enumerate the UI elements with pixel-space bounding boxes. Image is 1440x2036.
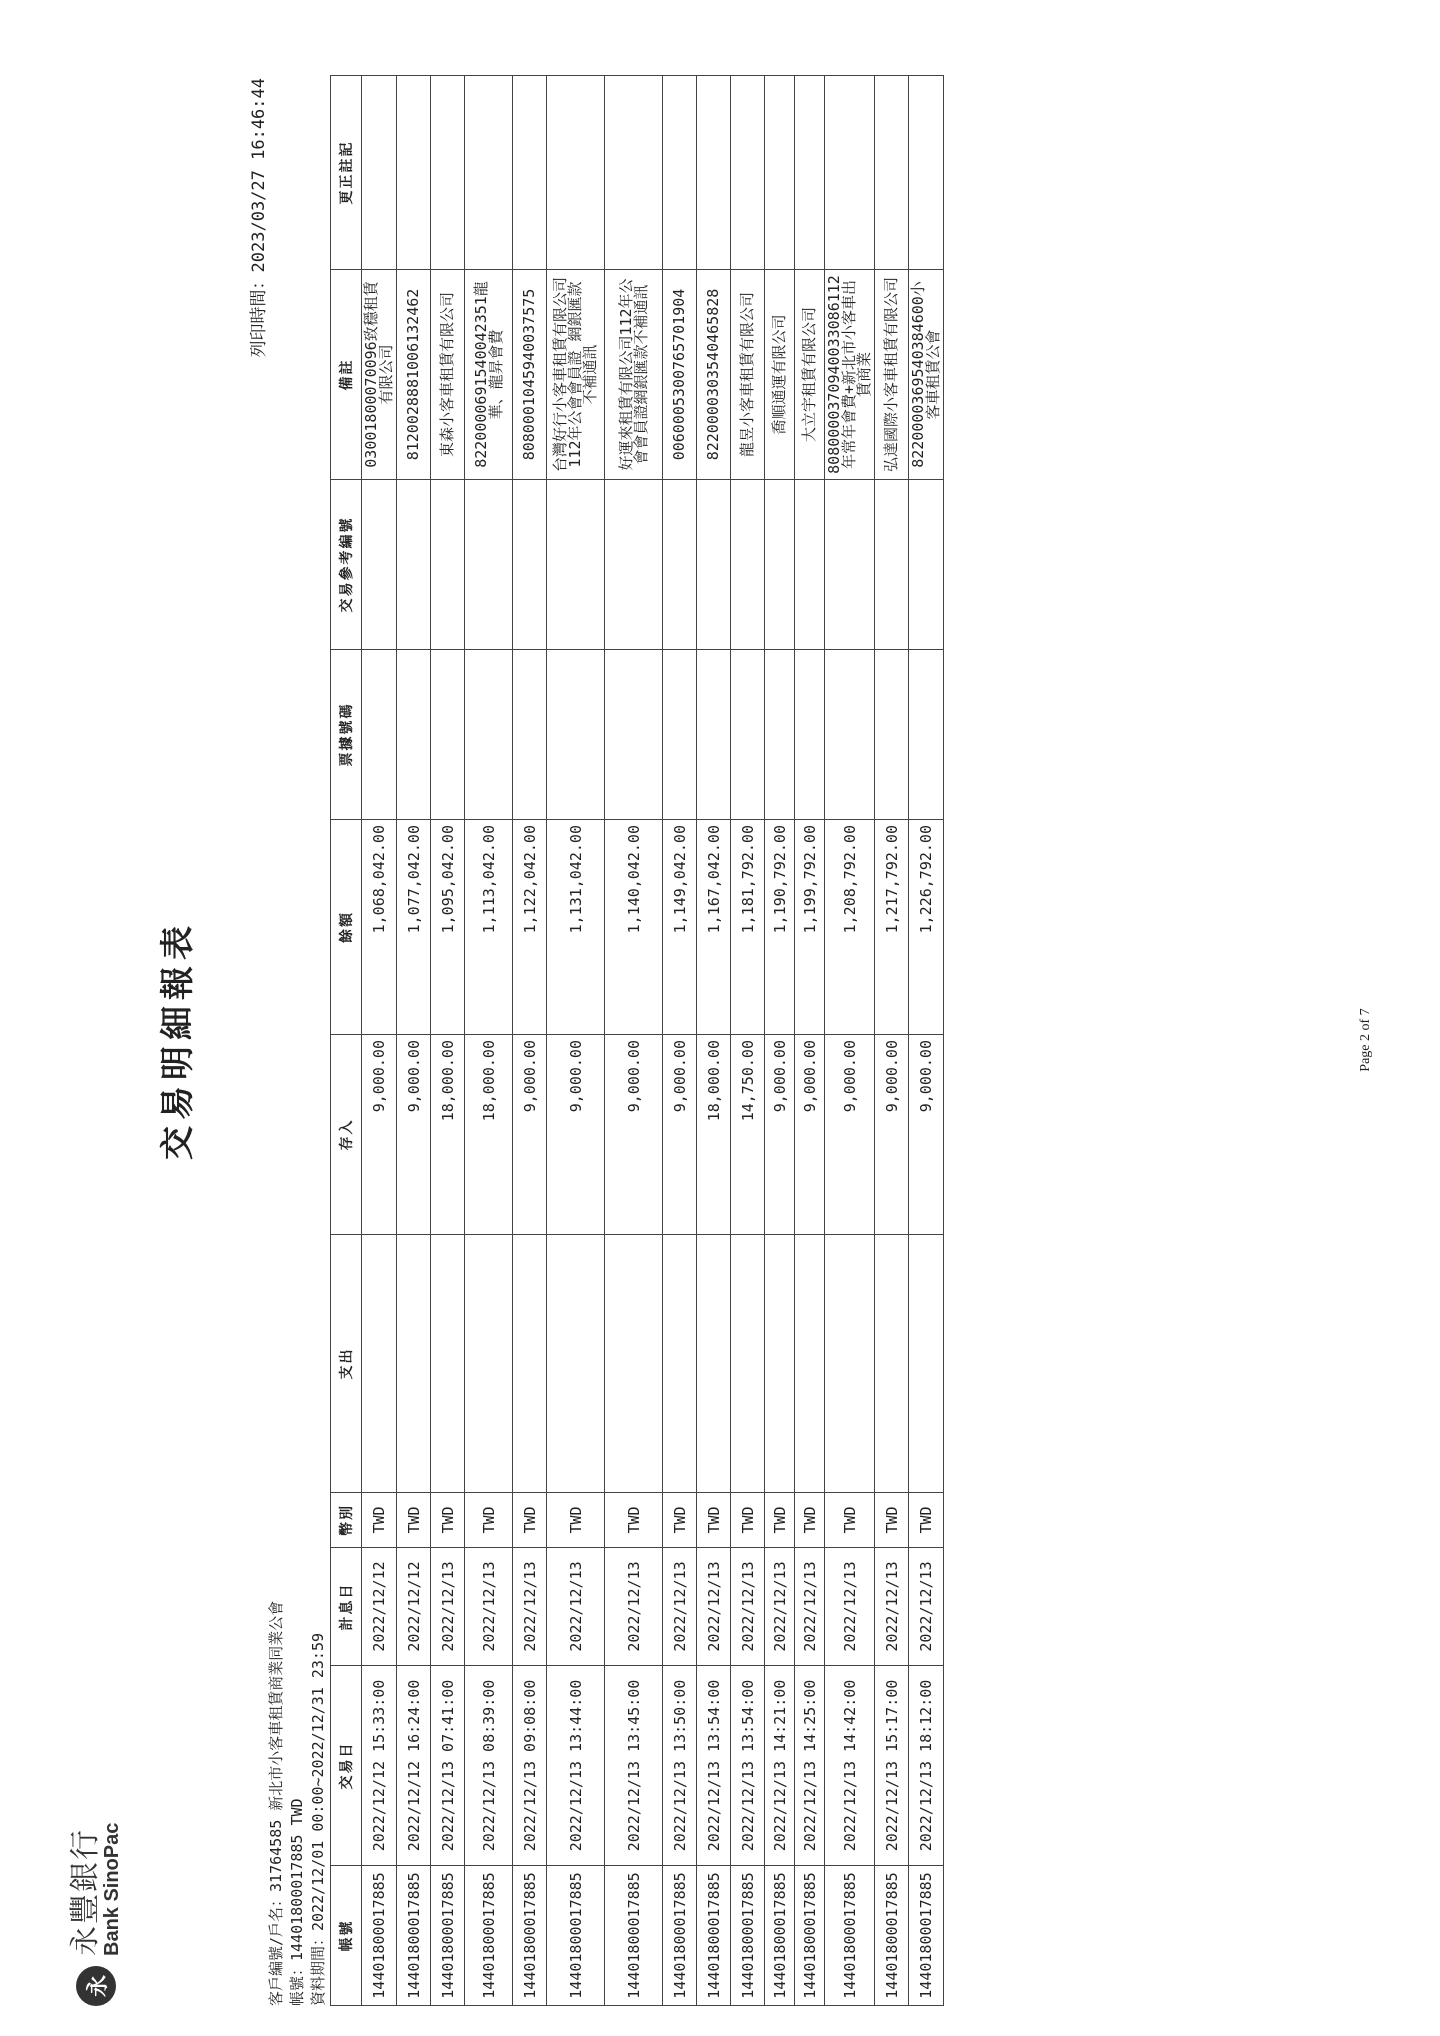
cell-remark: 台灣好行小客車租賃有限公司112年公會會員證 網銀匯款不補通訊 [547, 270, 605, 480]
cell-credit: 9,000.00 [909, 1035, 944, 1235]
cell-credit: 9,000.00 [547, 1035, 605, 1235]
cell-balance: 1,199,792.00 [795, 820, 825, 1035]
cell-remark: 東森小客車租賃有限公司 [431, 270, 465, 480]
cell-currency: TWD [765, 1493, 795, 1548]
cell-account: 14401800017885 [431, 1866, 465, 2006]
cell-value-date: 2022/12/13 [697, 1548, 731, 1666]
cell-ref [362, 480, 397, 650]
table-row [795, 76, 825, 2006]
cell-cheque [909, 650, 944, 820]
cell-account: 14401800017885 [875, 1866, 909, 2006]
cell-tx-date: 2022/12/13 13:50:00 [663, 1666, 697, 1866]
cell-ref [397, 480, 431, 650]
cell-currency: TWD [547, 1493, 605, 1548]
cell-cheque [362, 650, 397, 820]
cell-value-date: 2022/12/13 [909, 1548, 944, 1666]
cell-remark: 大立宇租賃有限公司 [795, 270, 825, 480]
report-meta [266, 1601, 329, 2006]
cell-cheque [825, 650, 875, 820]
cell-remark: 00600053007657019​04 [663, 270, 697, 480]
cell-account: 14401800017885 [362, 1866, 397, 2006]
cell-tx-date: 2022/12/13 14:42:00 [825, 1666, 875, 1866]
cell-correction [513, 76, 547, 270]
cell-remark: 82200003695403846​00小客車租賃公會 [909, 270, 944, 480]
cell-currency: TWD [795, 1493, 825, 1548]
cell-account: 14401800017885 [795, 1866, 825, 2006]
bank-name-en: Bank SinoPac [100, 1822, 123, 1956]
header-balance: 餘額 [331, 820, 362, 1035]
cell-correction [909, 76, 944, 270]
cell-account: 14401800017885 [513, 1866, 547, 2006]
cell-cheque [605, 650, 663, 820]
cell-ref [825, 480, 875, 650]
table-row [397, 76, 431, 2006]
cell-cheque [731, 650, 765, 820]
header-cheque-no: 票據號碼 [331, 650, 362, 820]
table-row [875, 76, 909, 2006]
cell-remark: 8080000370940033086112年常年會費+新北市小客車出賃商業 [825, 270, 875, 480]
cell-account: 14401800017885 [465, 1866, 513, 2006]
cell-balance: 1,140,042.00 [605, 820, 663, 1035]
cell-credit: 9,000.00 [605, 1035, 663, 1235]
cell-balance: 1,068,042.00 [362, 820, 397, 1035]
cell-debit [795, 1235, 825, 1493]
cell-credit: 9,000.00 [795, 1035, 825, 1235]
cell-balance: 1,208,792.00 [825, 820, 875, 1035]
cell-credit: 18,000.00 [431, 1035, 465, 1235]
cell-correction [825, 76, 875, 270]
cell-remark: 好運來租賃有限公司112年公會會員證網銀匯款不補通訊 [605, 270, 663, 480]
header-remark: 備註 [331, 270, 362, 480]
header-credit: 存入 [331, 1035, 362, 1235]
cell-correction [431, 76, 465, 270]
cell-credit: 9,000.00 [825, 1035, 875, 1235]
cell-tx-date: 2022/12/13 09:08:00 [513, 1666, 547, 1866]
cell-ref [795, 480, 825, 650]
cell-debit [513, 1235, 547, 1493]
cell-currency: TWD [397, 1493, 431, 1548]
header-ref-no: 交易參考編號 [331, 480, 362, 650]
cell-credit: 9,000.00 [875, 1035, 909, 1235]
cell-remark: 龍昱小客車租賃有限公司 [731, 270, 765, 480]
cell-credit: 9,000.00 [513, 1035, 547, 1235]
print-time: 列印時間：2023/03/27 16:46:44 [249, 78, 269, 358]
table-row [513, 76, 547, 2006]
header-correction: 更正註記 [331, 76, 362, 270]
cell-remark: 82200006915400423​51龍華、龍昇會費 [465, 270, 513, 480]
header-debit: 支出 [331, 1235, 362, 1493]
cell-correction [547, 76, 605, 270]
cell-remark: 80800010459400375​75 [513, 270, 547, 480]
table-row [362, 76, 397, 2006]
cell-account: 14401800017885 [825, 1866, 875, 2006]
cell-correction [397, 76, 431, 270]
cell-currency: TWD [465, 1493, 513, 1548]
cell-cheque [875, 650, 909, 820]
customer-line: 客戶編號/戶名：31764585 新北市小客車租賃商業同業公會 [267, 1600, 285, 2006]
cell-currency: TWD [431, 1493, 465, 1548]
cell-currency: TWD [909, 1493, 944, 1548]
cell-cheque [397, 650, 431, 820]
cell-currency: TWD [731, 1493, 765, 1548]
table-row [909, 76, 944, 2006]
cell-ref [875, 480, 909, 650]
cell-cheque [765, 650, 795, 820]
page-number: Page 2 of 7 [1358, 1008, 1373, 1072]
cell-tx-date: 2022/12/13 13:44:00 [547, 1666, 605, 1866]
transactions-table [330, 75, 944, 2006]
cell-credit: 9,000.00 [765, 1035, 795, 1235]
cell-correction [795, 76, 825, 270]
cell-value-date: 2022/12/13 [663, 1548, 697, 1666]
cell-balance: 1,167,042.00 [697, 820, 731, 1035]
cell-correction [362, 76, 397, 270]
cell-ref [765, 480, 795, 650]
cell-value-date: 2022/12/13 [513, 1548, 547, 1666]
cell-account: 14401800017885 [697, 1866, 731, 2006]
cell-remark: 0300180007009​6致穩租賃有限公司 [362, 270, 397, 480]
cell-ref [465, 480, 513, 650]
cell-currency: TWD [825, 1493, 875, 1548]
cell-correction [605, 76, 663, 270]
cell-debit [825, 1235, 875, 1493]
cell-tx-date: 2022/12/13 14:21:00 [765, 1666, 795, 1866]
cell-tx-date: 2022/12/13 13:54:00 [731, 1666, 765, 1866]
cell-credit: 18,000.00 [697, 1035, 731, 1235]
cell-debit [875, 1235, 909, 1493]
cell-ref [547, 480, 605, 650]
cell-currency: TWD [697, 1493, 731, 1548]
cell-cheque [431, 650, 465, 820]
cell-tx-date: 2022/12/13 18:12:00 [909, 1666, 944, 1866]
cell-account: 14401800017885 [547, 1866, 605, 2006]
cell-tx-date: 2022/12/13 14:25:00 [795, 1666, 825, 1866]
cell-correction [875, 76, 909, 270]
cell-currency: TWD [605, 1493, 663, 1548]
cell-account: 14401800017885 [731, 1866, 765, 2006]
cell-ref [731, 480, 765, 650]
cell-value-date: 2022/12/13 [547, 1548, 605, 1666]
cell-value-date: 2022/12/13 [825, 1548, 875, 1666]
table-row [547, 76, 605, 2006]
cell-balance: 1,077,042.00 [397, 820, 431, 1035]
cell-cheque [795, 650, 825, 820]
header-value-date: 計息日 [331, 1548, 362, 1666]
table-row [431, 76, 465, 2006]
cell-cheque [513, 650, 547, 820]
cell-value-date: 2022/12/13 [731, 1548, 765, 1666]
bank-logo-icon: 永 [76, 1966, 116, 2006]
table-row [663, 76, 697, 2006]
cell-debit [465, 1235, 513, 1493]
table-row [825, 76, 875, 2006]
cell-currency: TWD [875, 1493, 909, 1548]
cell-tx-date: 2022/12/13 07:41:00 [431, 1666, 465, 1866]
cell-debit [362, 1235, 397, 1493]
cell-value-date: 2022/12/13 [605, 1548, 663, 1666]
cell-correction [465, 76, 513, 270]
cell-balance: 1,113,042.00 [465, 820, 513, 1035]
cell-remark: 81200288810061324​62 [397, 270, 431, 480]
header-account: 帳號 [331, 1866, 362, 2006]
cell-account: 14401800017885 [605, 1866, 663, 2006]
cell-value-date: 2022/12/13 [765, 1548, 795, 1666]
cell-balance: 1,217,792.00 [875, 820, 909, 1035]
cell-cheque [465, 650, 513, 820]
cell-debit [697, 1235, 731, 1493]
report-sheet [30, 60, 1390, 2020]
report-title: 交易明細報表 [158, 920, 198, 1160]
cell-value-date: 2022/12/13 [795, 1548, 825, 1666]
cell-debit [765, 1235, 795, 1493]
cell-value-date: 2022/12/12 [362, 1548, 397, 1666]
cell-balance: 1,181,792.00 [731, 820, 765, 1035]
cell-balance: 1,190,792.00 [765, 820, 795, 1035]
cell-balance: 1,122,042.00 [513, 820, 547, 1035]
cell-tx-date: 2022/12/13 13:45:00 [605, 1666, 663, 1866]
cell-correction [765, 76, 795, 270]
cell-cheque [697, 650, 731, 820]
cell-balance: 1,226,792.00 [909, 820, 944, 1035]
cell-currency: TWD [362, 1493, 397, 1548]
header-currency: 幣別 [331, 1493, 362, 1548]
table-row [731, 76, 765, 2006]
cell-remark: 82200003035404658​28 [697, 270, 731, 480]
cell-tx-date: 2022/12/12 16:24:00 [397, 1666, 431, 1866]
cell-cheque [547, 650, 605, 820]
cell-correction [697, 76, 731, 270]
cell-debit [431, 1235, 465, 1493]
cell-ref [697, 480, 731, 650]
cell-ref [513, 480, 547, 650]
cell-ref [909, 480, 944, 650]
cell-ref [663, 480, 697, 650]
cell-remark: 喬順通運有限公司 [765, 270, 795, 480]
cell-credit: 9,000.00 [362, 1035, 397, 1235]
cell-credit: 9,000.00 [397, 1035, 431, 1235]
cell-correction [731, 76, 765, 270]
cell-value-date: 2022/12/13 [431, 1548, 465, 1666]
cell-debit [397, 1235, 431, 1493]
table-row [697, 76, 731, 2006]
header-tx-date: 交易日 [331, 1666, 362, 1866]
bank-logo [70, 1823, 123, 2006]
table-row [605, 76, 663, 2006]
cell-credit: 14,750.00 [731, 1035, 765, 1235]
cell-value-date: 2022/12/13 [465, 1548, 513, 1666]
cell-balance: 1,095,042.00 [431, 820, 465, 1035]
cell-debit [909, 1235, 944, 1493]
cell-tx-date: 2022/12/12 15:33:00 [362, 1666, 397, 1866]
cell-account: 14401800017885 [397, 1866, 431, 2006]
cell-currency: TWD [513, 1493, 547, 1548]
cell-debit [731, 1235, 765, 1493]
cell-account: 14401800017885 [663, 1866, 697, 2006]
table-row [765, 76, 795, 2006]
cell-account: 14401800017885 [765, 1866, 795, 2006]
cell-ref [605, 480, 663, 650]
cell-credit: 18,000.00 [465, 1035, 513, 1235]
cell-balance: 1,149,042.00 [663, 820, 697, 1035]
account-line: 帳號：14401800017885 TWD [288, 1798, 306, 2006]
cell-value-date: 2022/12/12 [397, 1548, 431, 1666]
cell-account: 14401800017885 [909, 1866, 944, 2006]
table-header-row [331, 76, 362, 2006]
cell-debit [605, 1235, 663, 1493]
cell-tx-date: 2022/12/13 08:39:00 [465, 1666, 513, 1866]
cell-tx-date: 2022/12/13 13:54:00 [697, 1666, 731, 1866]
cell-cheque [663, 650, 697, 820]
cell-credit: 9,000.00 [663, 1035, 697, 1235]
table-row [465, 76, 513, 2006]
cell-remark: 弘達國際小客車租賃有限公司 [875, 270, 909, 480]
cell-value-date: 2022/12/13 [875, 1548, 909, 1666]
cell-correction [663, 76, 697, 270]
cell-tx-date: 2022/12/13 15:17:00 [875, 1666, 909, 1866]
cell-balance: 1,131,042.00 [547, 820, 605, 1035]
cell-debit [663, 1235, 697, 1493]
period-line: 資料期間：2022/12/01 00:00~2022/12/31 23:59 [309, 1632, 327, 2006]
cell-ref [431, 480, 465, 650]
cell-debit [547, 1235, 605, 1493]
bank-name-cn: 永豐銀行 [68, 1828, 103, 1956]
cell-currency: TWD [663, 1493, 697, 1548]
